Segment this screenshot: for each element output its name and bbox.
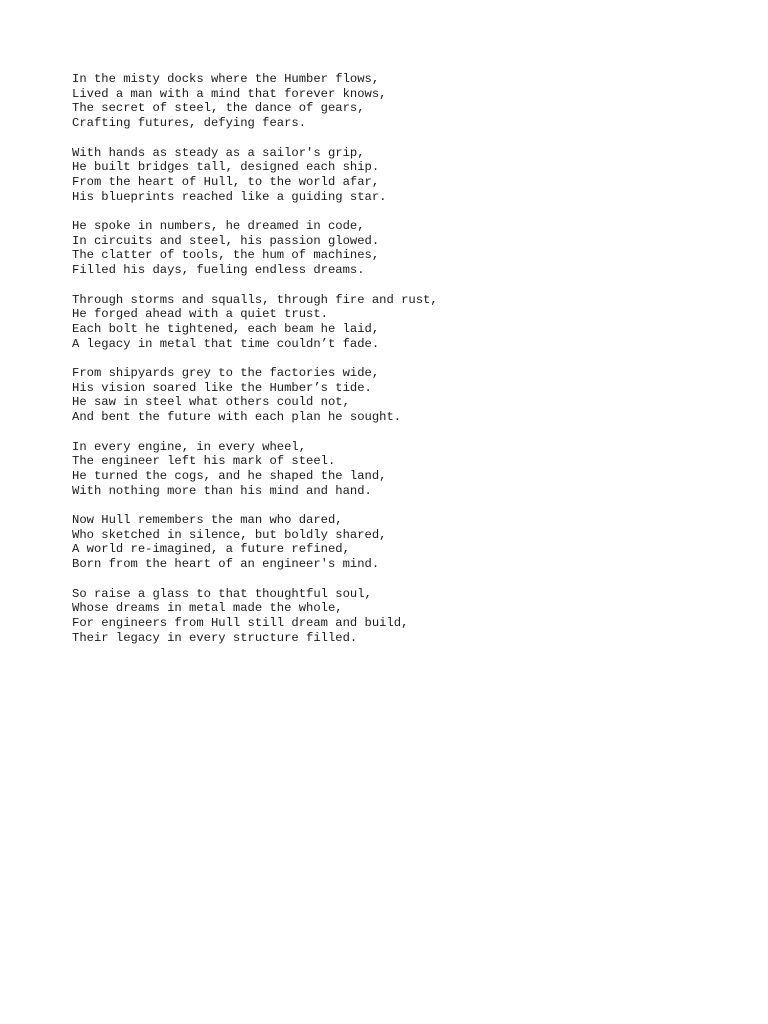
poem-line: His vision soared like the Humber’s tide. [72, 380, 372, 395]
poem-line: He saw in steel what others could not, [72, 395, 350, 410]
poem-line: With hands as steady as a sailor's grip, [72, 145, 365, 160]
poem-line: Lived a man with a mind that forever knows, [72, 86, 387, 101]
stanza-2 [72, 146, 712, 205]
poem-line: From the heart of Hull, to the world afar, [72, 174, 380, 189]
poem-line: Each bolt he tightened, each beam he laid, [72, 321, 380, 336]
poem-text [72, 72, 712, 660]
poem-line: His blueprints reached like a guiding star. [72, 189, 387, 204]
poem-line: The clatter of tools, the hum of machines, [72, 248, 380, 263]
poem-line: Through storms and squalls, through fire and rust, [72, 292, 438, 307]
poem-line: In every engine, in every wheel, [72, 439, 307, 454]
poem-line: He turned the cogs, and he shaped the land, [72, 468, 387, 483]
poem-line: So raise a glass to that thoughtful soul, [72, 586, 372, 601]
stanza-7 [72, 513, 712, 572]
poem-line: A world re-imagined, a future refined, [72, 542, 350, 557]
poem-line: A legacy in metal that time couldn’t fade. [72, 336, 380, 351]
poem-line: In the misty docks where the Humber flows, [72, 72, 380, 86]
stanza-5 [72, 366, 712, 425]
stanza-8 [72, 587, 712, 646]
poem-line: Filled his days, fueling endless dreams. [72, 263, 365, 278]
stanza-1 [72, 72, 712, 131]
poem-line: From shipyards grey to the factories wide, [72, 366, 380, 380]
poem-line: Who sketched in silence, but boldly shared, [72, 527, 387, 542]
poem-line: Whose dreams in metal made the whole, [72, 601, 343, 616]
poem-line: And bent the future with each plan he sought. [72, 410, 402, 425]
poem-line: For engineers from Hull still dream and build, [72, 615, 409, 630]
poem-line: The engineer left his mark of steel. [72, 454, 336, 469]
poem-line: The secret of steel, the dance of gears, [72, 101, 365, 116]
stanza-4 [72, 293, 712, 352]
stanza-6 [72, 440, 712, 499]
poem-line: Now Hull remembers the man who dared, [72, 513, 343, 527]
poem-line: With nothing more than his mind and hand. [72, 483, 372, 498]
poem-line: Crafting futures, defying fears. [72, 116, 307, 131]
poem-line: Born from the heart of an engineer's mind. [72, 557, 380, 572]
poem-line: He forged ahead with a quiet trust. [72, 307, 328, 322]
stanza-3 [72, 219, 712, 278]
poem-line: He built bridges tall, designed each ship. [72, 160, 380, 175]
poem-line: In circuits and steel, his passion glowed. [72, 233, 380, 248]
poem-line: He spoke in numbers, he dreamed in code, [72, 219, 365, 233]
poem-line: Their legacy in every structure filled. [72, 630, 358, 645]
